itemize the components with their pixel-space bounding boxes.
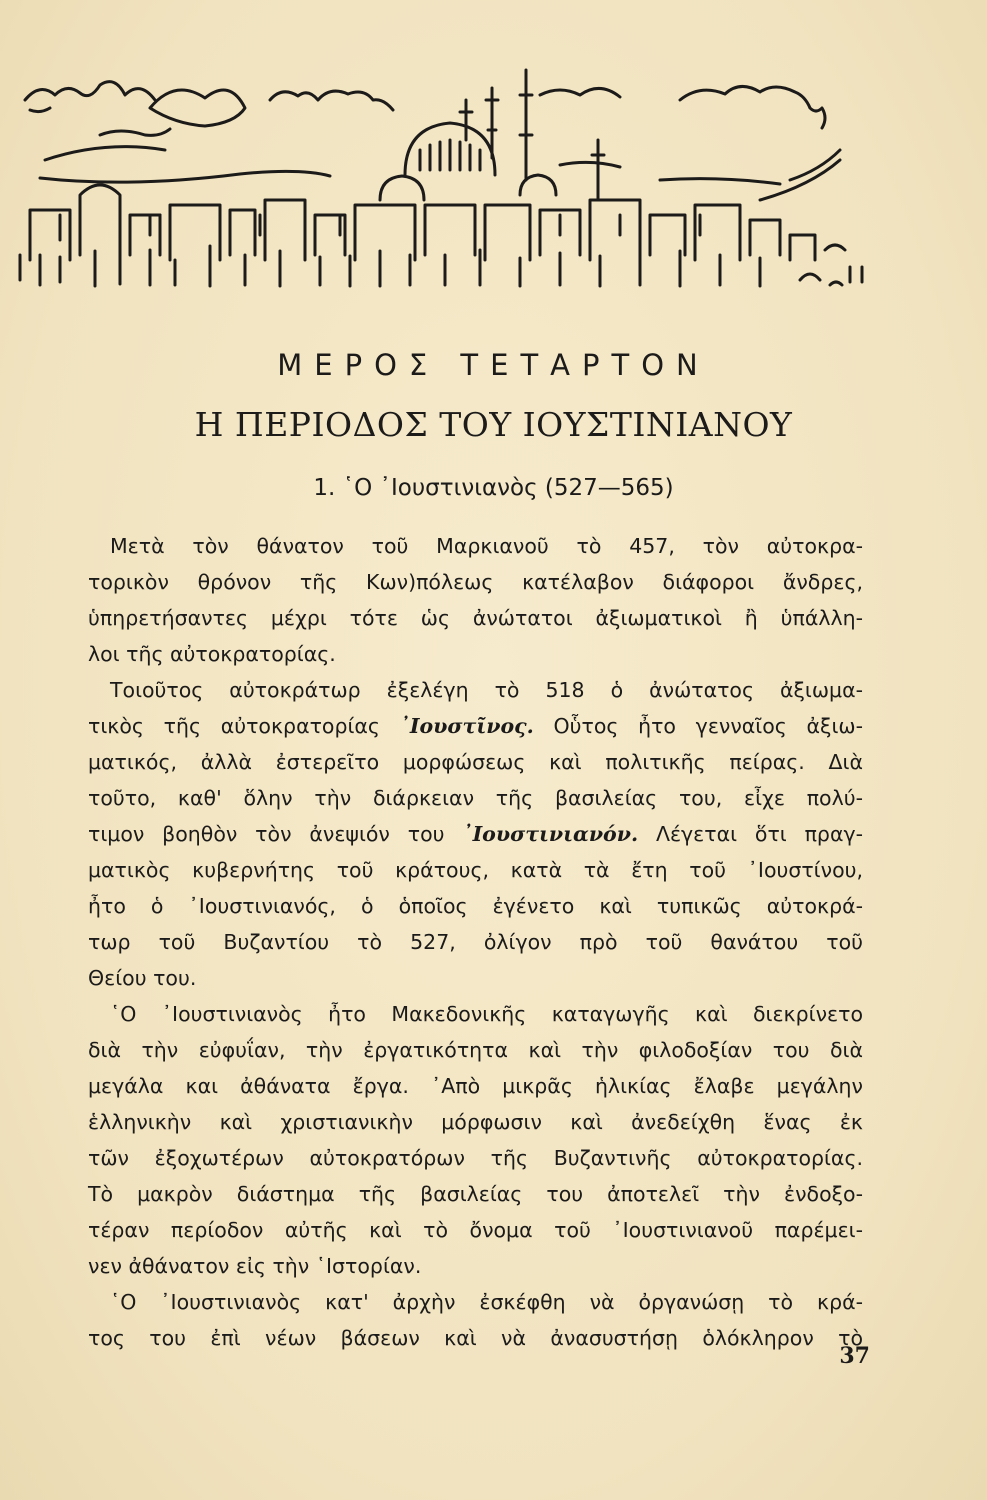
text-line: τορικὸν θρόνον τῆς Κων)πόλεως κατέλαβον διάφοροι ἄνδρες, (88, 570, 863, 594)
section-title: 1. ῾Ο ᾿Ιουστινιανὸς (527—565) (313, 475, 674, 501)
text-line (88, 816, 863, 852)
text-line: ματικός, ἀλλὰ ἐστερεῖτο μορφώσεως καὶ πολιτικῆς πείρας. Διὰ (88, 750, 863, 774)
constantinople-skyline-icon (0, 0, 987, 330)
name-justin: ᾿Ιουστῖνος. (399, 714, 534, 738)
text-line: τοῦτο, καθ' ὅλην τὴν διάρκειαν τῆς βασιλείας του, εἶχε πολύ- (88, 786, 863, 810)
page-number: 37 (839, 1343, 870, 1369)
text-line: Θείου του. (88, 966, 197, 990)
text-line: τωρ τοῦ Βυζαντίου τὸ 527, ὀλίγον πρὸ τοῦ θανάτου τοῦ (88, 930, 863, 954)
text-line: λοι τῆς αὐτοκρατορίας. (88, 642, 336, 666)
text-line: μεγάλα και ἀθάνατα ἔργα. ᾿Απὸ μικρᾶς ἡλικίας ἔλαβε μεγάλην (88, 1074, 863, 1098)
name-justinian: ᾿Ιουστινιανόν. (462, 822, 639, 846)
text-line: διὰ τὴν εὐφυΐαν, τὴν ἐργατικότητα καὶ τὴν φιλοδοξίαν του διὰ (88, 1038, 863, 1062)
text-line: ἦτο ὁ ᾿Ιουστινιανός, ὁ ὁποῖος ἐγένετο καὶ τυπικῶς αὐτοκρά- (88, 894, 863, 918)
text-segment: τιμον βοηθὸν τὸν ἀνεψιόν του (88, 822, 463, 846)
text-line: νεν ἀθάνατον εἰς τὴν ῾Ιστορίαν. (88, 1254, 422, 1278)
chapter-title: Η ΠΕΡΙΟΔΟΣ ΤΟΥ ΙΟΥΣΤΙΝΙΑΝΟΥ (194, 405, 793, 444)
text-line: Τοιοῦτος αὐτοκράτωρ ἐξελέγη τὸ 518 ὁ ἀνώτατος ἀξιωμα- (110, 678, 863, 702)
text-segment: Οὗτος ἦτο γενναῖος ἀξιω- (533, 714, 863, 738)
part-title: ΜΕΡΟΣ ΤΕΤΑΡΤΟΝ (277, 348, 710, 382)
text-line: ῾Ο ᾿Ιουστινιανὸς ἦτο Μακεδονικῆς καταγωγῆς καὶ διεκρίνετο (110, 1002, 863, 1026)
text-segment: τικὸς τῆς αὐτοκρατορίας (88, 714, 400, 738)
body-text (88, 528, 863, 1356)
text-line: Μετὰ τὸν θάνατον τοῦ Μαρκιανοῦ τὸ 457, τὸν αὐτοκρα- (110, 534, 863, 558)
text-segment: Λέγεται ὅτι πραγ- (638, 822, 863, 846)
text-line: τος του ἐπὶ νέων βάσεων καὶ νὰ ἀνασυστήσῃ ὁλόκληρον τὸ (88, 1326, 863, 1350)
text-line: ματικὸς κυβερνήτης τοῦ κράτους, κατὰ τὰ ἔτη τοῦ ᾿Ιουστίνου, (88, 858, 863, 882)
text-line (88, 708, 863, 744)
text-line: Τὸ μακρὸν διάστημα τῆς βασιλείας του ἀποτελεῖ τὴν ἐνδοξο- (88, 1182, 863, 1206)
text-line: ἑλληνικὴν καὶ χριστιανικὴν μόρφωσιν καὶ ἀνεδείχθη ἕνας ἐκ (88, 1110, 863, 1134)
text-line: ὑπηρετήσαντες μέχρι τότε ὡς ἀνώτατοι ἀξιωματικοὶ ἢ ὑπάλλη- (88, 606, 863, 630)
text-line: ῾Ο ᾿Ιουστινιανὸς κατ' ἀρχὴν ἐσκέφθη νὰ ὀργανώσῃ τὸ κρά- (110, 1290, 863, 1314)
text-line: τέραν περίοδον αὐτῆς καὶ τὸ ὄνομα τοῦ ᾿Ιουστινιανοῦ παρέμει- (88, 1218, 863, 1242)
text-line: τῶν ἐξοχωτέρων αὐτοκρατόρων τῆς Βυζαντινῆς αὐτοκρατορίας. (88, 1146, 863, 1170)
